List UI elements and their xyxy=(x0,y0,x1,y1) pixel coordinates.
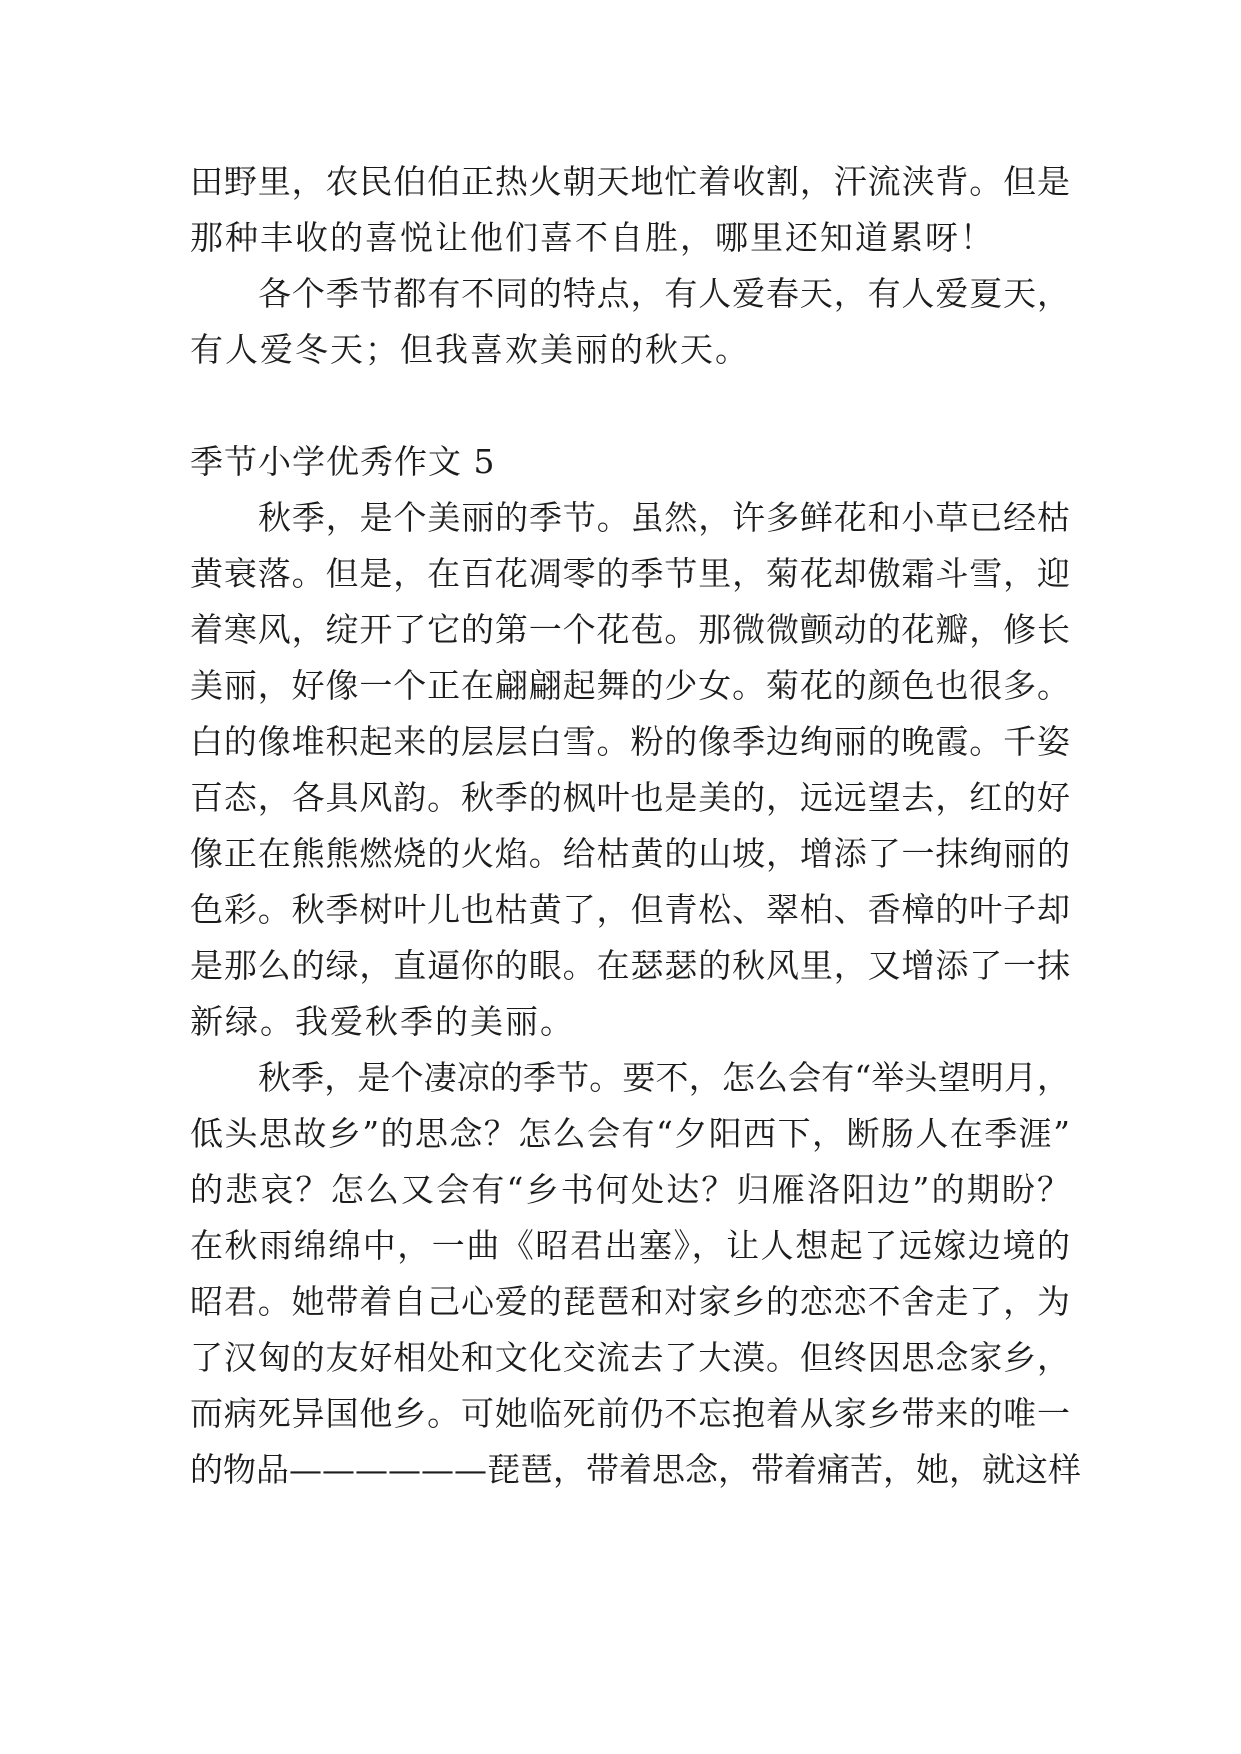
paragraph-line: 各个季节都有不同的特点，有人爱春天，有人爱夏天， xyxy=(258,274,1070,313)
paragraph-line: 秋季，是个美丽的季节。虽然，许多鲜花和小草已经枯 xyxy=(258,498,1070,537)
paragraph-line: 那种丰收的喜悦让他们喜不自胜，哪里还知道累呀！ xyxy=(190,218,995,257)
paragraph-line: 是那么的绿，直逼你的眼。在瑟瑟的秋风里，又增添了一抹 xyxy=(190,946,1070,985)
paragraph-line: 着寒风，绽开了它的第一个花苞。那微微颤动的花瓣，修长 xyxy=(190,610,1070,649)
paragraph-line: 新绿。我爱秋季的美丽。 xyxy=(190,1002,575,1041)
section-title: 季节小学优秀作文 5 xyxy=(190,442,496,481)
paragraph-line: 色彩。秋季树叶儿也枯黄了，但青松、翠柏、香樟的叶子却 xyxy=(190,890,1070,929)
paragraph-line: 有人爱冬天；但我喜欢美丽的秋天。 xyxy=(190,330,750,369)
paragraph-line: 美丽，好像一个正在翩翩起舞的少女。菊花的颜色也很多。 xyxy=(190,666,1070,705)
paragraph-line: 昭君。她带着自己心爱的琵琶和对家乡的恋恋不舍走了，为 xyxy=(190,1282,1070,1321)
paragraph-line: 百态，各具风韵。秋季的枫叶也是美的，远远望去，红的好 xyxy=(190,778,1070,817)
paragraph-line: 像正在熊熊燃烧的火焰。给枯黄的山坡，增添了一抹绚丽的 xyxy=(190,834,1070,873)
paragraph-line: 了汉匈的友好相处和文化交流去了大漠。但终因思念家乡， xyxy=(190,1338,1070,1377)
paragraph-line: 田野里，农民伯伯正热火朝天地忙着收割，汗流浃背。但是 xyxy=(190,162,1070,201)
paragraph-line: 秋季，是个凄凉的季节。要不，怎么会有“举头望明月， xyxy=(258,1058,1070,1097)
paragraph-line: 白的像堆积起来的层层白雪。粉的像季边绚丽的晚霞。千姿 xyxy=(190,722,1070,761)
paragraph-line: 的悲哀？怎么又会有“乡书何处达？归雁洛阳边”的期盼？ xyxy=(190,1170,1070,1209)
paragraph-line: 低头思故乡”的思念？怎么会有“夕阳西下，断肠人在季涯” xyxy=(190,1114,1070,1153)
paragraph-line: 而病死异国他乡。可她临死前仍不忘抱着从家乡带来的唯一 xyxy=(190,1394,1070,1433)
paragraph-line: 黄衰落。但是，在百花凋零的季节里，菊花却傲霜斗雪，迎 xyxy=(190,554,1070,593)
paragraph-line: 的物品——————琵琶，带着思念，带着痛苦，她，就这样 xyxy=(190,1450,1081,1489)
paragraph-line: 在秋雨绵绵中，一曲《昭君出塞》，让人想起了远嫁边境的 xyxy=(190,1226,1070,1265)
